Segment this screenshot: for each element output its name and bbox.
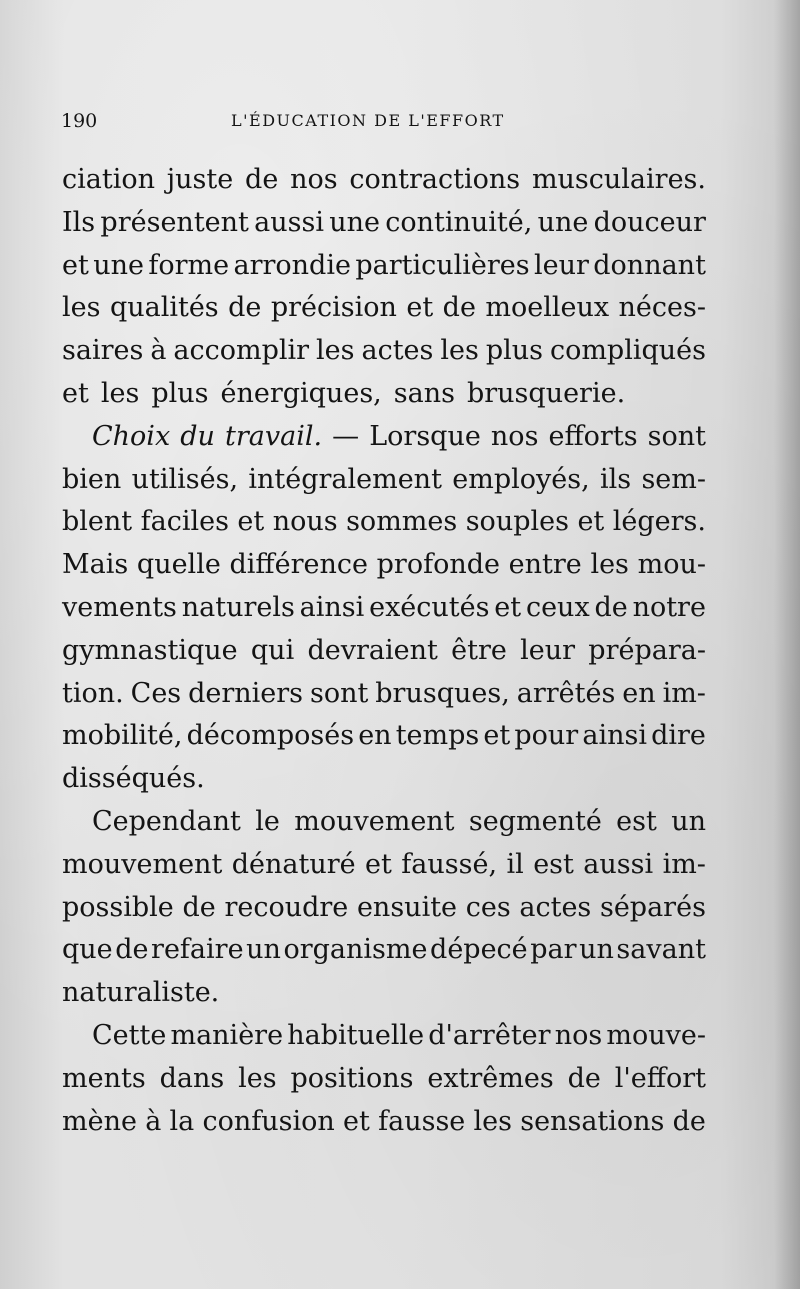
word: de: [228, 292, 262, 324]
word: exécutés: [369, 591, 490, 623]
word: leur: [533, 249, 589, 281]
word: un: [579, 934, 614, 966]
word: manière: [170, 1019, 284, 1051]
word: mouve-: [606, 1019, 706, 1051]
word: les: [316, 335, 355, 367]
word: quelle: [136, 549, 221, 581]
word: notre: [632, 591, 706, 623]
word: accomplir: [173, 335, 310, 367]
text-line: [62, 929, 706, 972]
text-line: [62, 587, 706, 630]
word: im-: [662, 848, 706, 880]
word: entre: [508, 549, 582, 581]
word: la: [169, 1105, 195, 1137]
word: et: [237, 506, 265, 538]
word: ciation: [62, 164, 155, 195]
word: vements: [62, 591, 177, 623]
word: est: [616, 805, 657, 837]
word: recoudre: [224, 891, 349, 923]
body-text: [62, 159, 706, 1143]
word: et: [483, 720, 511, 752]
text-line: [62, 159, 706, 202]
word: aussi: [254, 206, 324, 238]
word: et: [577, 506, 605, 538]
word: Ces: [130, 677, 182, 709]
text-line: [62, 758, 706, 801]
word: les: [473, 1105, 512, 1137]
word: dans: [159, 1062, 225, 1094]
word: confusion: [202, 1105, 335, 1137]
word: temps: [395, 720, 480, 752]
word: juste: [166, 164, 234, 195]
word: une: [537, 206, 589, 238]
word: ensuite: [356, 891, 458, 923]
word: naturels: [181, 591, 295, 623]
word: —: [332, 420, 360, 452]
word: faussé,: [401, 848, 498, 880]
text-line: [62, 245, 706, 288]
word: et: [62, 249, 89, 281]
word: nos: [490, 420, 539, 452]
word: ments: [62, 1062, 146, 1094]
word: faciles: [140, 506, 229, 538]
word: compliqués: [549, 335, 706, 367]
word: est: [533, 848, 574, 880]
word: les: [62, 292, 101, 324]
word: mobilité,: [62, 720, 183, 752]
italic-word: travail.: [225, 420, 323, 452]
word: sensations: [520, 1105, 665, 1137]
text-line: [62, 630, 706, 673]
text-line: [62, 1101, 706, 1144]
word: qualités: [109, 292, 219, 324]
word: aussi: [583, 848, 654, 880]
word: dire: [651, 720, 706, 752]
word: possible: [62, 891, 174, 923]
word: ainsi: [582, 720, 647, 752]
word: présentent: [100, 206, 249, 238]
word: fausse: [378, 1105, 466, 1137]
word: profonde: [376, 549, 500, 581]
word: de: [567, 1062, 601, 1094]
word: en: [622, 677, 656, 709]
word: forme: [148, 249, 230, 281]
word: donnant: [593, 249, 706, 281]
word: dépecé: [430, 934, 528, 966]
word: de: [594, 591, 628, 623]
word: les: [590, 549, 629, 581]
word: contractions: [349, 164, 521, 195]
word: sem-: [641, 463, 706, 495]
page-number: 190: [61, 110, 98, 132]
text-line: [62, 715, 706, 758]
word: im-: [662, 677, 706, 709]
word: légers.: [612, 506, 706, 538]
running-head: [61, 108, 708, 134]
text-line: [62, 1058, 706, 1101]
word: Lorsque: [369, 420, 481, 452]
word: positions: [290, 1062, 414, 1094]
word: ainsi: [299, 591, 365, 623]
word: et: [406, 292, 434, 324]
italic-word: Choix: [92, 420, 171, 452]
word: précision: [270, 292, 397, 324]
word: d'arrêter: [428, 1019, 551, 1051]
word: ceux: [525, 591, 590, 623]
word: musculaires.: [531, 164, 706, 195]
word: sans: [393, 377, 455, 409]
word: il: [506, 848, 524, 880]
word: plus: [485, 335, 543, 367]
text-line: [62, 330, 706, 373]
word: différence: [229, 549, 368, 581]
word: mouvement: [294, 805, 455, 837]
word: arrêtés: [516, 677, 616, 709]
word: habituelle: [287, 1019, 425, 1051]
text-line: [62, 202, 706, 245]
word: un: [246, 934, 281, 966]
word: tion.: [62, 677, 124, 709]
word: mène: [62, 1105, 137, 1137]
word: continuité,: [385, 206, 533, 238]
text-line: [62, 459, 706, 502]
word: les: [100, 377, 140, 409]
word: actes: [361, 335, 434, 367]
word: segmenté: [468, 805, 602, 837]
word: sont: [309, 677, 369, 709]
word: devraient: [307, 634, 438, 666]
word: en: [358, 720, 392, 752]
text-line: [62, 1015, 706, 1058]
italic-word: du: [180, 420, 215, 452]
word: par: [530, 934, 577, 966]
word: décomposés: [186, 720, 355, 752]
text-line: [62, 287, 706, 330]
word: arrondie: [233, 249, 351, 281]
text-line: [62, 972, 706, 1015]
word: Mais: [62, 549, 129, 581]
word: nos: [290, 164, 338, 195]
word: une: [329, 206, 380, 238]
word: dénaturé: [231, 848, 356, 880]
word: l'effort: [614, 1062, 706, 1094]
word: mou-: [637, 549, 706, 581]
word: et: [62, 377, 89, 409]
word: un: [671, 805, 706, 837]
word: saires: [62, 335, 144, 367]
word: qui: [250, 634, 295, 666]
word: que: [62, 934, 113, 966]
word: douceur: [593, 206, 706, 238]
word: Cependant: [92, 805, 241, 837]
word: être: [451, 634, 507, 666]
word: sont: [647, 420, 706, 452]
word: bien: [62, 463, 122, 495]
word: séparés: [599, 891, 706, 923]
word: Ils: [62, 206, 96, 238]
text-line: [62, 544, 706, 587]
word: néces-: [618, 292, 706, 324]
word: organisme: [283, 934, 428, 966]
word: de: [115, 934, 149, 966]
word: disséqués.: [62, 763, 205, 795]
word: ces: [465, 891, 511, 923]
word: à: [145, 1105, 162, 1137]
word: efforts: [548, 420, 638, 452]
word: sommes: [346, 506, 458, 538]
word: plus: [151, 377, 209, 409]
word: employés,: [452, 463, 590, 495]
word: particulières: [355, 249, 530, 281]
word: pour: [514, 720, 579, 752]
word: leur: [520, 634, 576, 666]
text-line: [62, 673, 706, 716]
word: de: [672, 1105, 706, 1137]
word: savant: [616, 934, 706, 966]
text-line: [62, 416, 706, 459]
word: et: [343, 1105, 370, 1137]
word: à: [150, 335, 167, 367]
word: de: [245, 164, 279, 195]
word: naturaliste.: [62, 977, 220, 1009]
word: et: [365, 848, 392, 880]
word: les: [440, 335, 479, 367]
word: mouvement: [62, 848, 223, 880]
text-line: [62, 844, 706, 887]
word: utilisés,: [131, 463, 239, 495]
text-line: [62, 887, 706, 930]
word: nos: [554, 1019, 603, 1051]
word: derniers: [188, 677, 304, 709]
word: nous: [272, 506, 338, 538]
text-line: [62, 801, 706, 844]
word: brusquerie.: [466, 377, 626, 409]
word: blent: [62, 506, 133, 538]
word: prépara-: [588, 634, 706, 666]
word: ils: [599, 463, 632, 495]
word: Cette: [92, 1019, 167, 1051]
word: et: [494, 591, 522, 623]
word: une: [93, 249, 144, 281]
word: le: [255, 805, 280, 837]
word: intégralement: [248, 463, 442, 495]
text-line: [62, 501, 706, 544]
text-line: [62, 373, 706, 416]
word: brusques,: [375, 677, 510, 709]
word: les: [238, 1062, 277, 1094]
word: de: [182, 891, 216, 923]
word: actes: [519, 891, 592, 923]
word: de: [442, 292, 476, 324]
running-title: L'ÉDUCATION DE L'EFFORT: [231, 111, 505, 130]
word: souples: [465, 506, 569, 538]
word: extrêmes: [427, 1062, 554, 1094]
word: énergiques,: [220, 377, 382, 409]
word: refaire: [151, 934, 244, 966]
word: moelleux: [485, 292, 610, 324]
word: gymnastique: [62, 634, 238, 666]
